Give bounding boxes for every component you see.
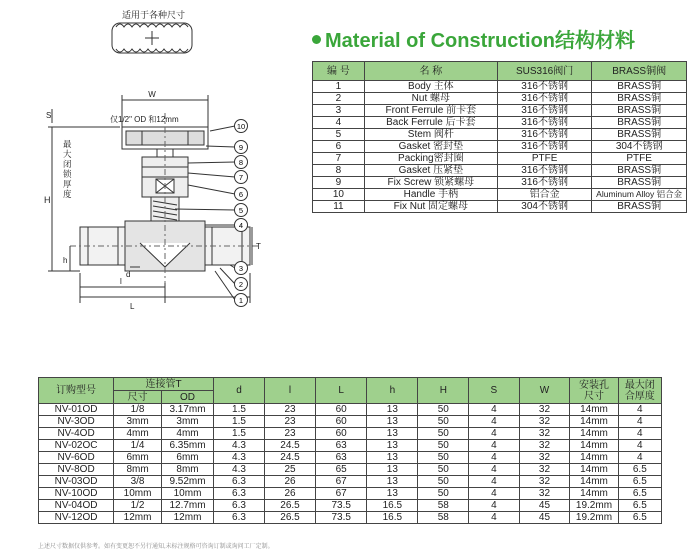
header-l: l bbox=[264, 378, 315, 404]
cell-tube-size: 3mm bbox=[114, 416, 162, 428]
material-row bbox=[313, 141, 687, 153]
cell-L: 60 bbox=[316, 404, 367, 416]
material-no: 11 bbox=[313, 201, 365, 213]
material-brass: BRASS铜 bbox=[592, 117, 687, 129]
material-sus316: 316不锈钢 bbox=[497, 177, 591, 189]
vertical-note bbox=[63, 139, 72, 199]
cell-l: 24.5 bbox=[264, 440, 315, 452]
cell-mount-hole: 14mm bbox=[570, 464, 618, 476]
cell-W: 32 bbox=[519, 440, 570, 452]
callout-6 bbox=[235, 188, 248, 201]
header-tube: 连接管T bbox=[114, 378, 214, 391]
cell-tube-od: 3mm bbox=[161, 416, 213, 428]
header-W: W bbox=[519, 378, 570, 404]
material-row bbox=[313, 201, 687, 213]
cell-tube-od: 3.17mm bbox=[161, 404, 213, 416]
material-sus316: 316不锈钢 bbox=[497, 129, 591, 141]
cell-H: 58 bbox=[418, 500, 469, 512]
label-h: h bbox=[63, 256, 68, 265]
material-sus316: PTFE bbox=[497, 153, 591, 165]
vertical-note-char: 度 bbox=[63, 189, 72, 199]
dimension-row bbox=[39, 512, 662, 524]
material-sus316: 铝合金 bbox=[497, 189, 591, 201]
material-row bbox=[313, 177, 687, 189]
cell-d: 4.3 bbox=[214, 464, 265, 476]
cell-model: NV-02OC bbox=[39, 440, 114, 452]
callout-7 bbox=[235, 171, 248, 184]
callout-2 bbox=[235, 278, 248, 291]
cell-l: 26.5 bbox=[264, 500, 315, 512]
dimension-row bbox=[39, 452, 662, 464]
material-row bbox=[313, 93, 687, 105]
cell-mount-hole: 14mm bbox=[570, 488, 618, 500]
cell-mount-hole: 14mm bbox=[570, 416, 618, 428]
cell-l: 24.5 bbox=[264, 452, 315, 464]
cell-W: 32 bbox=[519, 416, 570, 428]
cell-tube-size: 1/4 bbox=[114, 440, 162, 452]
cell-S: 4 bbox=[469, 500, 519, 512]
cell-h: 13 bbox=[367, 404, 418, 416]
material-sus316: 316不锈钢 bbox=[497, 105, 591, 117]
header-max-thickness: 最大闭 合厚度 bbox=[618, 378, 661, 404]
material-no: 6 bbox=[313, 141, 365, 153]
cell-tube-od: 4mm bbox=[161, 428, 213, 440]
callout-3 bbox=[235, 262, 248, 275]
material-row bbox=[313, 117, 687, 129]
drawing-note: 仅1/2" OD 和12mm bbox=[110, 115, 179, 124]
cell-model: NV-8OD bbox=[39, 464, 114, 476]
cell-model: NV-3OD bbox=[39, 416, 114, 428]
cell-tube-size: 6mm bbox=[114, 452, 162, 464]
label-S: S bbox=[46, 111, 52, 120]
cell-tube-size: 10mm bbox=[114, 488, 162, 500]
cell-L: 63 bbox=[316, 452, 367, 464]
svg-text:8: 8 bbox=[238, 158, 244, 167]
dimension-row bbox=[39, 488, 662, 500]
cell-d: 1.5 bbox=[214, 416, 265, 428]
vertical-note-char: 厚 bbox=[63, 179, 72, 189]
cell-d: 4.3 bbox=[214, 452, 265, 464]
material-row bbox=[313, 81, 687, 93]
svg-text:6: 6 bbox=[238, 190, 244, 199]
header-H: H bbox=[418, 378, 469, 404]
material-no: 9 bbox=[313, 177, 365, 189]
cell-mount-hole: 14mm bbox=[570, 428, 618, 440]
material-no: 7 bbox=[313, 153, 365, 165]
svg-text:10: 10 bbox=[236, 122, 246, 131]
dimension-row bbox=[39, 416, 662, 428]
material-no: 5 bbox=[313, 129, 365, 141]
header-tube-size: 尺寸 bbox=[114, 391, 162, 404]
cell-L: 73.5 bbox=[316, 500, 367, 512]
cell-d: 6.3 bbox=[214, 500, 265, 512]
cell-H: 50 bbox=[418, 488, 469, 500]
material-brass: BRASS铜 bbox=[592, 81, 687, 93]
cell-l: 23 bbox=[264, 404, 315, 416]
cell-l: 26 bbox=[264, 488, 315, 500]
cell-H: 50 bbox=[418, 452, 469, 464]
cell-L: 67 bbox=[316, 476, 367, 488]
cell-max-thickness: 4 bbox=[618, 440, 661, 452]
cell-d: 4.3 bbox=[214, 440, 265, 452]
cell-H: 50 bbox=[418, 416, 469, 428]
material-no: 8 bbox=[313, 165, 365, 177]
material-name: Back Ferrule 后卡套 bbox=[364, 117, 497, 129]
cell-l: 25 bbox=[264, 464, 315, 476]
material-sus316: 316不锈钢 bbox=[497, 81, 591, 93]
cell-d: 1.5 bbox=[214, 428, 265, 440]
cell-l: 26.5 bbox=[264, 512, 315, 524]
material-sus316: 316不锈钢 bbox=[497, 165, 591, 177]
material-brass: BRASS铜 bbox=[592, 105, 687, 117]
material-name: Stem 阀杆 bbox=[364, 129, 497, 141]
material-no: 3 bbox=[313, 105, 365, 117]
callout-4 bbox=[235, 219, 248, 232]
header-brass: BRASS铜阀 bbox=[592, 62, 687, 81]
material-brass: PTFE bbox=[592, 153, 687, 165]
cell-h: 13 bbox=[367, 416, 418, 428]
cell-tube-od: 10mm bbox=[161, 488, 213, 500]
cell-L: 73.5 bbox=[316, 512, 367, 524]
cell-W: 32 bbox=[519, 428, 570, 440]
material-sus316: 316不锈钢 bbox=[497, 93, 591, 105]
material-no: 1 bbox=[313, 81, 365, 93]
svg-text:9: 9 bbox=[238, 143, 244, 152]
dimension-row bbox=[39, 500, 662, 512]
material-no: 4 bbox=[313, 117, 365, 129]
cell-L: 60 bbox=[316, 416, 367, 428]
material-name: Nut 螺母 bbox=[364, 93, 497, 105]
vertical-note-char: 闭 bbox=[63, 159, 72, 169]
dimension-row bbox=[39, 476, 662, 488]
bullet-dot-icon bbox=[312, 35, 321, 44]
svg-text:7: 7 bbox=[238, 173, 244, 182]
cell-S: 4 bbox=[469, 452, 519, 464]
cell-model: NV-03OD bbox=[39, 476, 114, 488]
label-H: H bbox=[44, 195, 51, 205]
cell-h: 13 bbox=[367, 464, 418, 476]
callout-5 bbox=[235, 204, 248, 217]
cell-S: 4 bbox=[469, 464, 519, 476]
cell-tube-od: 12mm bbox=[161, 512, 213, 524]
dimension-row bbox=[39, 428, 662, 440]
material-row bbox=[313, 129, 687, 141]
dimension-row bbox=[39, 404, 662, 416]
cell-h: 16.5 bbox=[367, 512, 418, 524]
material-name: Fix Screw 锁紧螺母 bbox=[364, 177, 497, 189]
header-no: 编 号 bbox=[313, 62, 365, 81]
header-h: h bbox=[367, 378, 418, 404]
cell-max-thickness: 6.5 bbox=[618, 476, 661, 488]
cell-W: 32 bbox=[519, 404, 570, 416]
cell-h: 13 bbox=[367, 476, 418, 488]
cell-H: 50 bbox=[418, 404, 469, 416]
cell-H: 50 bbox=[418, 428, 469, 440]
cell-tube-od: 6mm bbox=[161, 452, 213, 464]
material-sus316: 304不锈钢 bbox=[497, 201, 591, 213]
dimension-row bbox=[39, 440, 662, 452]
svg-text:3: 3 bbox=[238, 264, 244, 273]
label-W: W bbox=[148, 90, 156, 99]
cell-model: NV-6OD bbox=[39, 452, 114, 464]
material-name: Packing密封圈 bbox=[364, 153, 497, 165]
cell-L: 60 bbox=[316, 428, 367, 440]
cell-h: 13 bbox=[367, 440, 418, 452]
svg-text:2: 2 bbox=[238, 280, 244, 289]
callout-9 bbox=[235, 141, 248, 154]
cell-mount-hole: 19.2mm bbox=[570, 512, 618, 524]
cell-W: 45 bbox=[519, 512, 570, 524]
materials-header-row bbox=[313, 62, 687, 81]
material-name: Gasket 压紧垫 bbox=[364, 165, 497, 177]
cell-S: 4 bbox=[469, 488, 519, 500]
cell-tube-od: 8mm bbox=[161, 464, 213, 476]
material-no: 2 bbox=[313, 93, 365, 105]
materials-table bbox=[312, 61, 687, 213]
material-sus316: 316不锈钢 bbox=[497, 141, 591, 153]
header-S: S bbox=[469, 378, 519, 404]
material-no: 10 bbox=[313, 189, 365, 201]
material-name: Front Ferrule 前卡套 bbox=[364, 105, 497, 117]
material-row bbox=[313, 189, 687, 201]
footnote: 上述尺寸数据仅供参考。如有变更恕不另行通知,未标注规格可咨询订制或询问工厂定制。 bbox=[38, 544, 274, 550]
cell-tube-size: 12mm bbox=[114, 512, 162, 524]
cell-S: 4 bbox=[469, 512, 519, 524]
cell-L: 67 bbox=[316, 488, 367, 500]
cell-model: NV-4OD bbox=[39, 428, 114, 440]
material-brass: BRASS铜 bbox=[592, 177, 687, 189]
cell-W: 45 bbox=[519, 500, 570, 512]
material-brass: BRASS铜 bbox=[592, 165, 687, 177]
cell-model: NV-12OD bbox=[39, 512, 114, 524]
cell-mount-hole: 14mm bbox=[570, 476, 618, 488]
cell-mount-hole: 14mm bbox=[570, 452, 618, 464]
cell-tube-od: 6.35mm bbox=[161, 440, 213, 452]
dimension-row bbox=[39, 464, 662, 476]
cell-h: 13 bbox=[367, 452, 418, 464]
vertical-note-char: 锁 bbox=[63, 169, 72, 179]
cell-S: 4 bbox=[469, 416, 519, 428]
label-d: d bbox=[126, 270, 131, 279]
cell-model: NV-01OD bbox=[39, 404, 114, 416]
material-name: Body 主体 bbox=[364, 81, 497, 93]
header-mount-hole: 安装孔 尺寸 bbox=[570, 378, 618, 404]
cell-max-thickness: 4 bbox=[618, 404, 661, 416]
cell-max-thickness: 6.5 bbox=[618, 500, 661, 512]
cell-d: 1.5 bbox=[214, 404, 265, 416]
material-brass: BRASS铜 bbox=[592, 201, 687, 213]
cell-S: 4 bbox=[469, 428, 519, 440]
material-brass: Aluminum Alloy 铝合金 bbox=[592, 189, 687, 201]
cell-tube-size: 8mm bbox=[114, 464, 162, 476]
cell-tube-od: 12.7mm bbox=[161, 500, 213, 512]
vertical-note-char: 大 bbox=[63, 149, 72, 159]
cell-mount-hole: 19.2mm bbox=[570, 500, 618, 512]
dimensions-table bbox=[38, 377, 662, 524]
callout-8 bbox=[235, 156, 248, 169]
cell-model: NV-10OD bbox=[39, 488, 114, 500]
svg-text:1: 1 bbox=[238, 296, 244, 305]
cell-l: 26 bbox=[264, 476, 315, 488]
cell-W: 32 bbox=[519, 464, 570, 476]
label-l: l bbox=[120, 277, 122, 286]
header-tube-od: OD bbox=[161, 391, 213, 404]
part-callouts bbox=[235, 120, 248, 307]
cell-h: 16.5 bbox=[367, 500, 418, 512]
cell-mount-hole: 14mm bbox=[570, 440, 618, 452]
cell-h: 13 bbox=[367, 428, 418, 440]
cell-l: 23 bbox=[264, 416, 315, 428]
cell-S: 4 bbox=[469, 476, 519, 488]
label-L: L bbox=[130, 302, 135, 311]
cell-tube-size: 4mm bbox=[114, 428, 162, 440]
cell-H: 50 bbox=[418, 476, 469, 488]
cell-model: NV-04OD bbox=[39, 500, 114, 512]
cell-W: 32 bbox=[519, 452, 570, 464]
material-row bbox=[313, 153, 687, 165]
cell-max-thickness: 6.5 bbox=[618, 488, 661, 500]
cell-H: 58 bbox=[418, 512, 469, 524]
material-row bbox=[313, 165, 687, 177]
label-T: T bbox=[256, 242, 261, 251]
header-L: L bbox=[316, 378, 367, 404]
cell-L: 63 bbox=[316, 440, 367, 452]
cell-max-thickness: 4 bbox=[618, 428, 661, 440]
material-brass: BRASS铜 bbox=[592, 93, 687, 105]
header-sus316: SUS316阀门 bbox=[497, 62, 591, 81]
cell-H: 50 bbox=[418, 440, 469, 452]
material-row bbox=[313, 105, 687, 117]
cell-S: 4 bbox=[469, 440, 519, 452]
dimensions-header-row bbox=[39, 378, 662, 391]
cell-tube-od: 9.52mm bbox=[161, 476, 213, 488]
cell-W: 32 bbox=[519, 476, 570, 488]
cell-W: 32 bbox=[519, 488, 570, 500]
cell-L: 65 bbox=[316, 464, 367, 476]
callout-1 bbox=[235, 294, 248, 307]
cell-tube-size: 1/2 bbox=[114, 500, 162, 512]
materials-title: Material of Construction结构材料 bbox=[312, 24, 635, 53]
header-d: d bbox=[214, 378, 265, 404]
cell-d: 6.3 bbox=[214, 476, 265, 488]
material-brass: 304不锈钢 bbox=[592, 141, 687, 153]
cell-max-thickness: 6.5 bbox=[618, 464, 661, 476]
cell-tube-size: 1/8 bbox=[114, 404, 162, 416]
svg-text:4: 4 bbox=[238, 221, 244, 230]
material-sus316: 316不锈钢 bbox=[497, 117, 591, 129]
cell-d: 6.3 bbox=[214, 512, 265, 524]
callout-10 bbox=[235, 120, 248, 133]
cell-tube-size: 3/8 bbox=[114, 476, 162, 488]
cell-max-thickness: 4 bbox=[618, 452, 661, 464]
header-model: 订购型号 bbox=[39, 378, 114, 404]
cell-H: 50 bbox=[418, 464, 469, 476]
header-name: 名 称 bbox=[364, 62, 497, 81]
svg-text:5: 5 bbox=[238, 206, 244, 215]
drawing-top-caption: 适用于各种尺寸 bbox=[122, 10, 186, 20]
valve-technical-drawing bbox=[30, 5, 275, 315]
cell-d: 6.3 bbox=[214, 488, 265, 500]
material-brass: BRASS铜 bbox=[592, 129, 687, 141]
material-name: Fix Nut 固定螺母 bbox=[364, 201, 497, 213]
material-name: Handle 手柄 bbox=[364, 189, 497, 201]
cell-max-thickness: 6.5 bbox=[618, 512, 661, 524]
cell-h: 13 bbox=[367, 488, 418, 500]
material-name: Gasket 密封垫 bbox=[364, 141, 497, 153]
cell-max-thickness: 4 bbox=[618, 416, 661, 428]
cell-l: 23 bbox=[264, 428, 315, 440]
vertical-note-char: 最 bbox=[63, 139, 72, 149]
cell-S: 4 bbox=[469, 404, 519, 416]
cell-mount-hole: 14mm bbox=[570, 404, 618, 416]
